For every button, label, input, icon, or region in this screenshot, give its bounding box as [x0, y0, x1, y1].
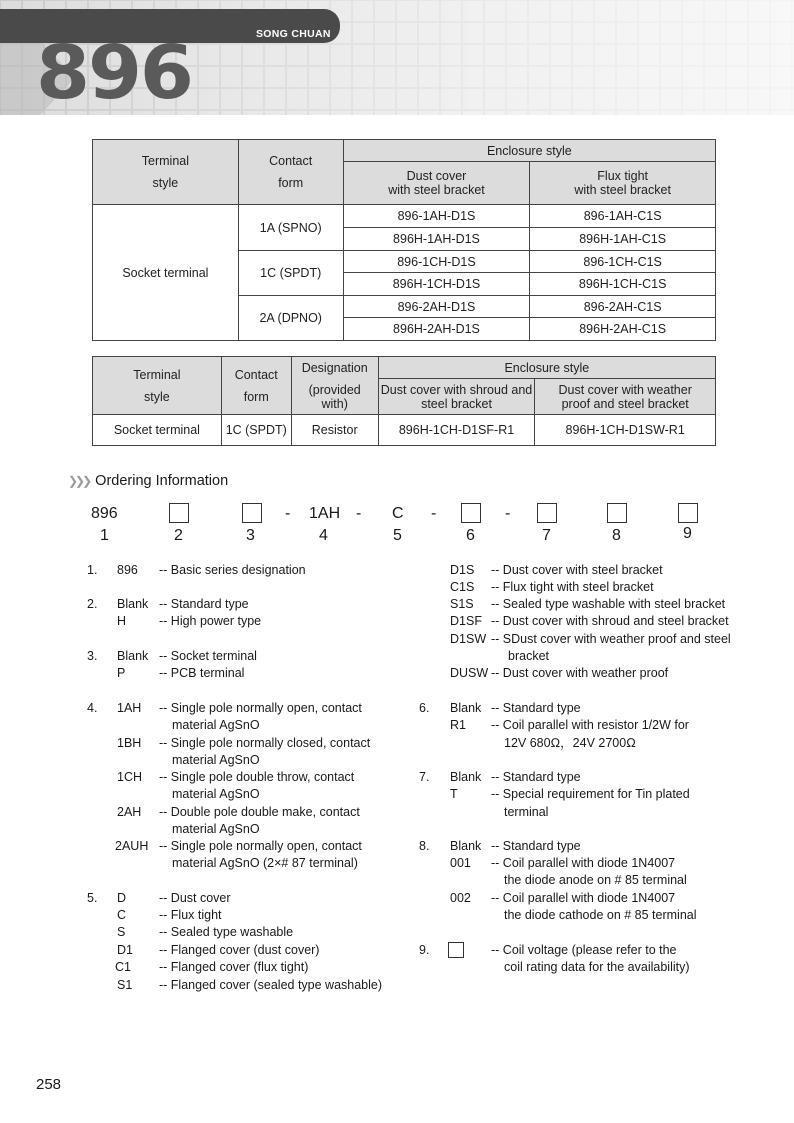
header-text: Contact	[234, 367, 278, 382]
item-desc: -- Coil parallel with diode 1N4007	[491, 856, 676, 870]
series-number: 896	[36, 30, 192, 115]
item-desc: -- Socket terminal	[159, 649, 257, 663]
item-desc: -- Special requirement for Tin plated	[491, 787, 690, 801]
position-number: 3	[246, 527, 255, 544]
item-code: C1S	[450, 580, 475, 594]
header-text: Contact	[269, 154, 313, 168]
position-number: 4	[319, 527, 328, 544]
code-dash: -	[431, 505, 437, 522]
header-enclosure-style: Enclosure style	[378, 357, 715, 379]
header-terminal-style	[93, 140, 239, 205]
item-code: R1	[450, 718, 466, 732]
item-code: T	[450, 787, 458, 801]
cell-model: 896H-1CH-D1SW-R1	[535, 415, 716, 446]
item-desc: -- Single pole double throw, contact	[159, 770, 355, 784]
header-designation	[291, 357, 378, 415]
item-desc: -- Single pole normally open, contact	[159, 839, 362, 853]
item-code: 001	[450, 856, 471, 870]
item-desc: -- Coil parallel with resistor 1/2W for	[491, 718, 689, 732]
item-number: 1.	[87, 563, 98, 577]
checkbox-icon	[448, 942, 464, 958]
item-desc-cont: the diode anode on # 85 terminal	[504, 873, 687, 887]
header-text: (provided with)	[308, 382, 361, 411]
item-number: 4.	[87, 701, 98, 715]
item-desc: -- Flux tight with steel bracket	[491, 580, 654, 594]
item-number: 2.	[87, 597, 98, 611]
item-desc: -- Flux tight	[159, 908, 222, 922]
cell-model: 896-1CH-D1S	[343, 251, 530, 273]
item-number: 6.	[419, 701, 430, 715]
item-code: D1S	[450, 563, 475, 577]
item-desc-cont: the diode cathode on # 85 terminal	[504, 908, 697, 922]
cell-terminal-style: Socket terminal	[93, 205, 239, 341]
code-dash: -	[505, 505, 511, 522]
cell-model: 896-2AH-C1S	[530, 296, 716, 318]
header-text: proof and steel bracket	[561, 396, 689, 411]
item-desc: -- Dust cover	[159, 891, 231, 905]
code-box-9	[678, 503, 698, 523]
header-text: Designation	[301, 360, 368, 375]
position-number: 8	[612, 527, 621, 544]
code-box-7	[537, 503, 557, 523]
brand-name: SONG CHUAN	[256, 28, 331, 40]
header-text: with steel bracket	[388, 183, 485, 197]
item-code: 896	[117, 563, 138, 577]
cell-contact-form: 2A (DPNO)	[238, 296, 343, 341]
item-desc: -- SDust cover with weather proof and steel	[491, 632, 731, 646]
item-desc: -- Single pole normally closed, contact	[159, 736, 371, 750]
item-desc: -- Standard type	[159, 597, 249, 611]
item-code: 1AH	[117, 701, 142, 715]
item-desc: -- Standard type	[491, 839, 581, 853]
item-code: D1SW	[450, 632, 487, 646]
ordering-title	[68, 473, 228, 489]
code-box-2	[169, 503, 189, 523]
cell-model: 896H-1CH-D1S	[343, 273, 530, 296]
item-desc: -- Standard type	[491, 701, 581, 715]
header-contact-form	[238, 140, 343, 205]
header-text: steel bracket	[421, 396, 492, 411]
code-box-6	[461, 503, 481, 523]
cell-contact-form: 1A (SPNO)	[238, 205, 343, 251]
header-text: form	[243, 389, 269, 404]
item-desc-cont: material AgSnO	[172, 787, 260, 801]
cell-terminal-style: Socket terminal	[93, 415, 222, 446]
header-shroud	[378, 379, 535, 415]
item-desc: -- Dust cover with steel bracket	[491, 563, 663, 577]
header-text: Dust cover	[406, 169, 467, 183]
cell-model: 896H-1CH-C1S	[530, 273, 716, 296]
item-code: DUSW	[450, 666, 489, 680]
header-text: form	[278, 176, 304, 190]
item-desc: -- PCB terminal	[159, 666, 245, 680]
code-contact: 1AH	[309, 505, 341, 522]
cell-contact-form: 1C (SPDT)	[221, 415, 291, 446]
cell-model: 896-1AH-C1S	[530, 205, 716, 228]
item-desc: -- Basic series designation	[159, 563, 306, 577]
code-enclosure: C	[392, 505, 404, 522]
item-desc: -- Flanged cover (flux tight)	[159, 960, 309, 974]
item-code: C	[117, 908, 127, 922]
item-code: 002	[450, 891, 471, 905]
header-text: Flux tight	[597, 169, 649, 183]
header-text: Terminal	[133, 367, 181, 382]
item-code: 1CH	[117, 770, 143, 784]
model-table-2	[92, 356, 716, 446]
header-text: style	[144, 389, 170, 404]
position-number: 6	[466, 527, 475, 544]
item-desc-cont: 12V 680Ω，24V 2700Ω	[504, 736, 636, 750]
item-desc: -- Flanged cover (sealed type washable)	[159, 978, 383, 992]
position-number: 9	[683, 525, 692, 542]
item-desc-cont: material AgSnO	[172, 718, 260, 732]
header-flux-tight	[530, 162, 716, 205]
cell-model: 896H-2AH-C1S	[530, 318, 716, 341]
cell-model: 896-2AH-D1S	[343, 296, 530, 318]
item-desc: -- Dust cover with weather proof	[491, 666, 669, 680]
page-header	[0, 0, 794, 115]
ordering-title-text: Ordering Information	[95, 473, 229, 489]
item-desc: -- Standard type	[491, 770, 581, 784]
item-code: Blank	[450, 770, 482, 784]
item-code: S	[117, 925, 126, 939]
header-text: with steel bracket	[574, 183, 671, 197]
item-code: 2AUH	[115, 839, 149, 853]
item-desc-cont: material AgSnO (2×# 87 terminal)	[172, 856, 358, 870]
cell-model: 896H-1AH-D1S	[343, 228, 530, 251]
header-enclosure-style: Enclosure style	[343, 140, 715, 162]
item-code: Blank	[117, 649, 149, 663]
header-weather-proof	[535, 379, 716, 415]
item-desc-cont: material AgSnO	[172, 822, 260, 836]
item-desc: -- High power type	[159, 614, 262, 628]
code-dash: -	[356, 505, 362, 522]
item-code: Blank	[450, 839, 482, 853]
header-text: Dust cover with weather	[558, 382, 692, 397]
item-desc: -- Coil parallel with diode 1N4007	[491, 891, 676, 905]
item-number: 8.	[419, 839, 430, 853]
item-code: S1	[117, 978, 133, 992]
item-number: 3.	[87, 649, 98, 663]
position-number: 1	[100, 527, 109, 544]
item-number: 7.	[419, 770, 430, 784]
chevron-right-icon: ❯❯❯	[68, 474, 90, 488]
item-desc: -- Sealed type washable	[159, 925, 294, 939]
header-terminal-style	[93, 357, 222, 415]
item-desc-cont: material AgSnO	[172, 753, 260, 767]
cell-model: 896H-1AH-C1S	[530, 228, 716, 251]
header-text: style	[152, 176, 179, 190]
code-box-3	[242, 503, 262, 523]
item-desc: -- Flanged cover (dust cover)	[159, 943, 320, 957]
item-number: 5.	[87, 891, 98, 905]
header-text: Terminal	[141, 154, 190, 168]
item-desc-cont: bracket	[508, 649, 549, 663]
item-code: P	[117, 666, 126, 680]
item-code: H	[117, 614, 127, 628]
item-desc: -- Double pole double make, contact	[159, 805, 360, 819]
item-code: S1S	[450, 597, 474, 611]
item-code: D1SF	[450, 614, 482, 628]
voltage-box	[448, 942, 464, 960]
item-desc-cont: terminal	[504, 805, 549, 819]
header-dust-cover	[343, 162, 530, 205]
cell-contact-form: 1C (SPDT)	[238, 251, 343, 296]
cell-designation: Resistor	[291, 415, 378, 446]
item-desc: -- Coil voltage (please refer to the	[491, 943, 677, 957]
item-code: Blank	[117, 597, 149, 611]
position-number: 5	[393, 527, 402, 544]
code-series: 896	[91, 505, 118, 522]
cell-model: 896H-1CH-D1SF-R1	[378, 415, 535, 446]
code-box-8	[607, 503, 627, 523]
position-number: 2	[174, 527, 183, 544]
page-number: 258	[36, 1076, 62, 1093]
item-code: D1	[117, 943, 133, 957]
item-desc: -- Single pole normally open, contact	[159, 701, 362, 715]
cell-model: 896-1CH-C1S	[530, 251, 716, 273]
cell-model: 896-1AH-D1S	[343, 205, 530, 228]
header-contact-form	[221, 357, 291, 415]
item-desc: -- Sealed type washable with steel bracket	[491, 597, 726, 611]
item-number: 9.	[419, 943, 430, 957]
item-code: D	[117, 891, 127, 905]
cell-model: 896H-2AH-D1S	[343, 318, 530, 341]
model-table-1	[92, 139, 716, 341]
code-dash: -	[285, 505, 291, 522]
item-desc-cont: coil rating data for the availability)	[504, 960, 690, 974]
position-number: 7	[542, 527, 551, 544]
item-code: 1BH	[117, 736, 142, 750]
header-text: Dust cover with shroud and	[380, 382, 533, 397]
item-code: 2AH	[117, 805, 142, 819]
item-code: C1	[115, 960, 131, 974]
item-desc: -- Dust cover with shroud and steel bracket	[491, 614, 729, 628]
item-code: Blank	[450, 701, 482, 715]
